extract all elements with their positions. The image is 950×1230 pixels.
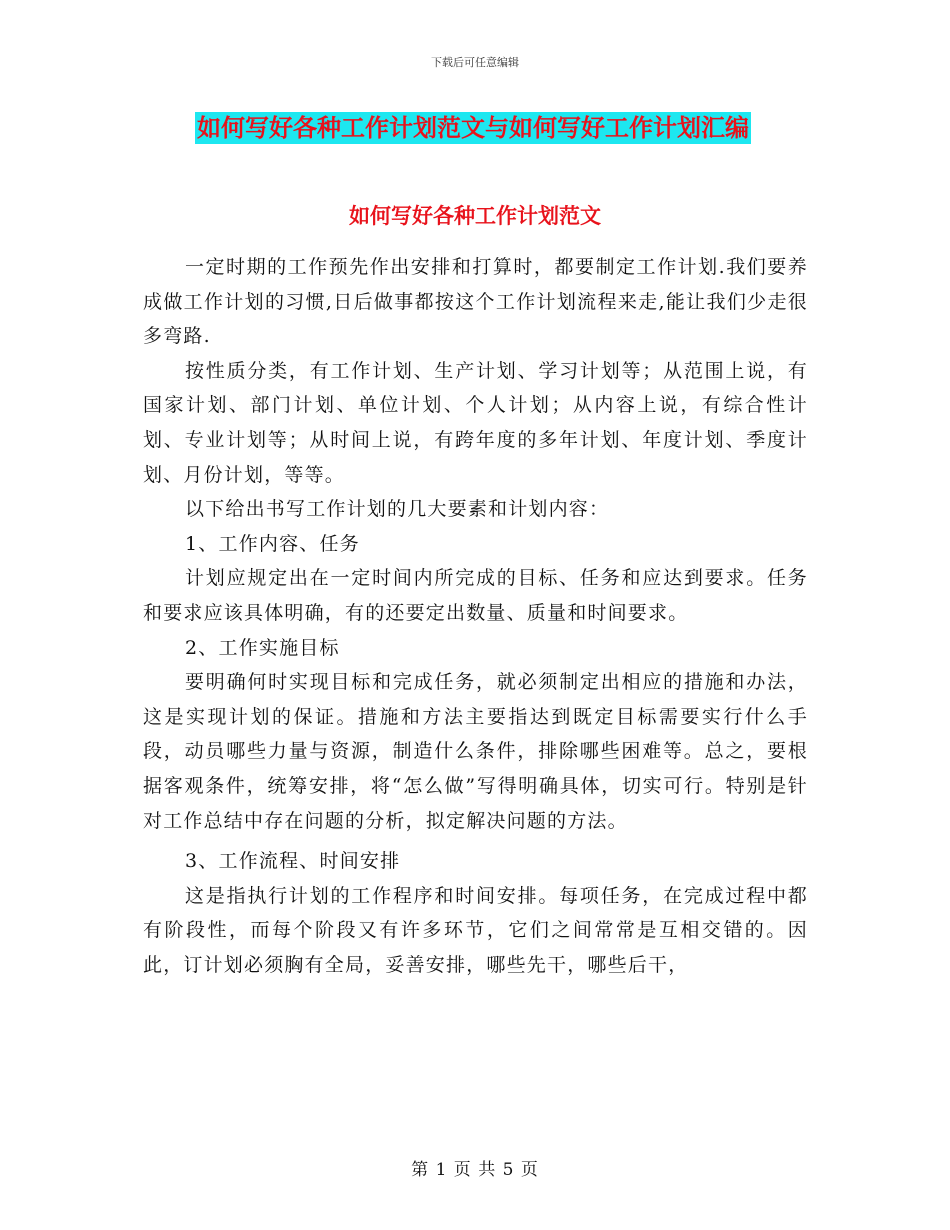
paragraph-implementation-goals: 要明确何时实现目标和完成任务，就必须制定出相应的措施和办法，这是实现计划的保证。措施和方法主要指达到既定目标需要实行什么手段，动员哪些力量与资源，制造什么条件，排除哪些困难等。总之，要根据客观条件，统筹安排，将“怎么做”写得明确具体，切实可行。特别是针对工作总结中存在问题的分析，拟定解决问题的方法。 <box>143 671 808 832</box>
paragraph-workflow-schedule: 这是指执行计划的工作程序和时间安排。每项任务，在完成过程中都有阶段性，而每个阶段又有许多环节，它们之间常常是互相交错的。因此，订计划必须胸有全局，妥善安排，哪些先干，哪些后干， <box>143 884 808 976</box>
paragraph-content-tasks: 计划应规定出在一定时间内所完成的目标、任务和应达到要求。任务和要求应该具体明确，有的还要定出数量、质量和时间要求。 <box>143 567 808 624</box>
paragraph-elements-intro: 以下给出书写工作计划的几大要素和计划内容： <box>185 498 610 521</box>
subheading-content-tasks: 1、工作内容、任务 <box>185 532 360 555</box>
document-body <box>143 250 808 982</box>
subheading-workflow-schedule: 3、工作流程、时间安排 <box>185 850 401 873</box>
page-number: 第 1 页 共 5 页 <box>411 1160 539 1180</box>
subheading-implementation-goals: 2、工作实施目标 <box>185 636 340 659</box>
header-note: 下载后可任意编辑 <box>431 56 519 69</box>
paragraph-intro: 一定时期的工作预先作出安排和打算时，都要制定工作计划.我们要养成做工作计划的习惯,日后做事都按这个工作计划流程来走,能让我们少走很多弯路. <box>143 256 808 348</box>
document-title: 如何写好各种工作计划范文与如何写好工作计划汇编 <box>197 113 749 142</box>
paragraph-classification: 按性质分类，有工作计划、生产计划、学习计划等；从范围上说，有国家计划、部门计划、单位计划、个人计划；从内容上说，有综合性计划、专业计划等；从时间上说，有跨年度的多年计划、年度计划、季度计划、月份计划，等等。 <box>143 359 808 486</box>
section-title: 如何写好各种工作计划范文 <box>349 203 601 228</box>
